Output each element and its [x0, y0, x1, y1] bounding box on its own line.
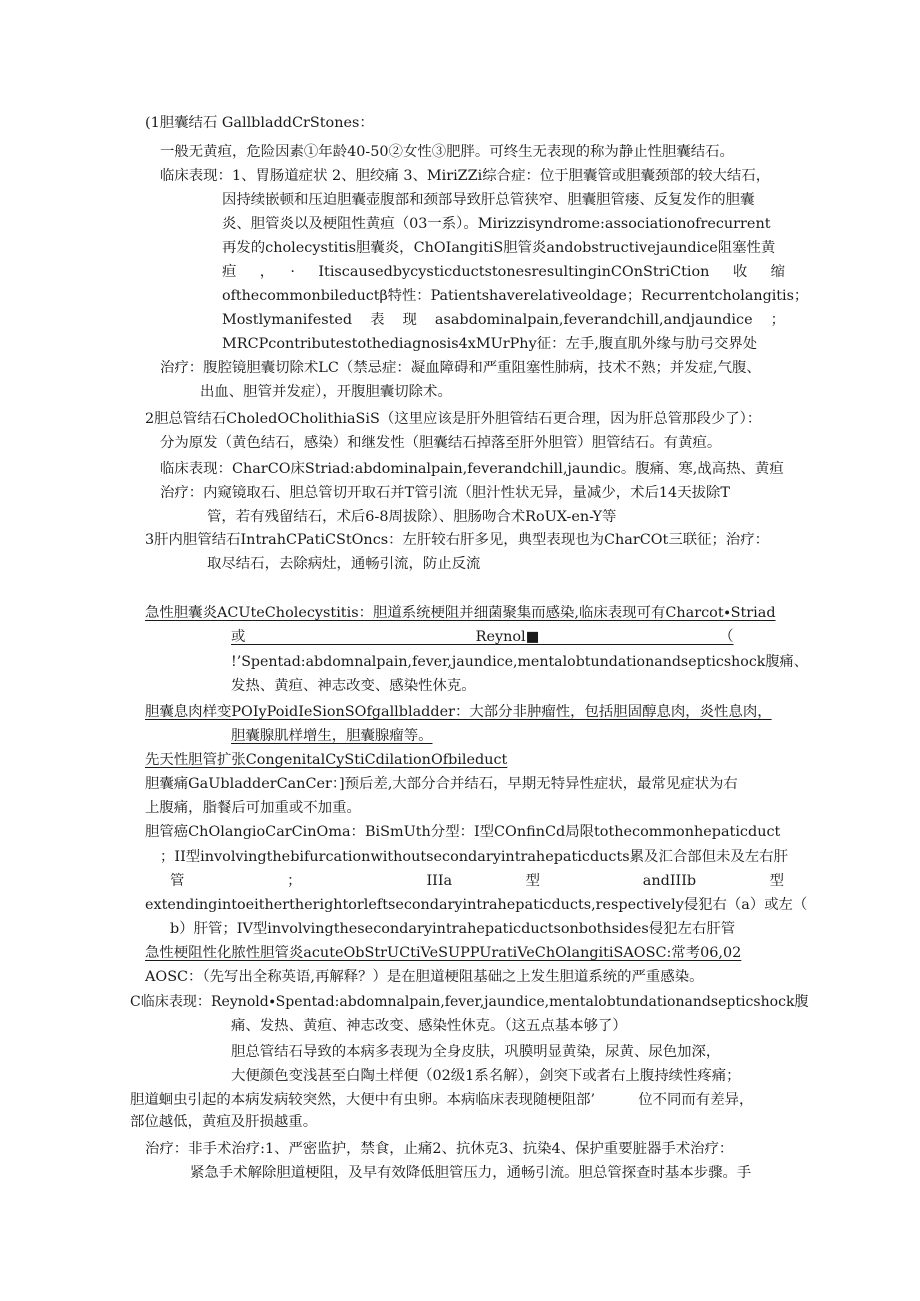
line-01: (1胆囊结石 GallbladdCrStones： [145, 115, 374, 131]
line-38: 胆总管结石导致的本病多表现为全身皮肤，巩膜明显黄染，尿黄、尿色加深， [231, 1044, 721, 1060]
line-15: 临床表现：CharCO床Striad:abdominalpain,feverandchill,jaundic。腹痛、寒,战高热、黄疸 [160, 461, 784, 477]
line-43: 紧急手术解除胆道梗阻，及早有效降低胆管压力，通畅引流。胆总管探查时基本步骤。手 [190, 1165, 752, 1181]
line-25: 胆囊腺肌样增生，胆囊腺瘤等。 [231, 728, 433, 744]
line-39: 大便颜色变浅甚至白陶土样便（02级1系名解），剑突下或者右上腹持续性疼痛； [231, 1068, 741, 1084]
line-26: 先天性胆管扩张CongenitalCyStiCdilationOfbileduct [145, 752, 508, 768]
line-23: 发热、黄疸、神志改变、感染性休克。 [231, 678, 476, 694]
line-07: 疸 ， · ItiscausedbycysticductstonesresultinginCOnStriCtion 收 缩 [222, 264, 785, 280]
line-18: 3肝内胆管结石IntrahCPatiCStOncs：左肝较右肝多见，典型表现也为CharCOt三联征；治疗： [145, 532, 770, 548]
line-14: 分为原发（黄色结石，感染）和继发性（胆囊结石掉落至肝外胆管）胆管结石。有黄疸。 [160, 435, 722, 451]
line-27: 胆囊痛GaUbladderCanCer：]预后差,大部分合并结石，早期无特异性症状，最常见症状为右 [145, 776, 738, 792]
line-19: 取尽结石，去除病灶，通畅引流，防止反流 [207, 556, 481, 572]
line-34: 急性梗阻性化脓性胆管炎acuteObStrUCtiVeSUPPUratiVeChOlangitiSAOSC:常考06,02 [145, 945, 742, 961]
line-30: ；II型involvingthebifurcationwithoutsecondaryintrahepaticducts累及汇合部但未及左右肝 [160, 849, 788, 865]
line-21: 或 Reynol■ （ [231, 629, 734, 645]
line-17: 管，若有残留结石，术后6-8周拔除）、胆肠吻合术RoUX-en-Y等 [207, 509, 617, 525]
line-35: AOSC：（先写出全称英语,再解释？）是在胆道梗阻基础之上发生胆道系统的严重感染。 [145, 969, 704, 985]
line-41: 部位越低，黄疸及肝损越重。 [130, 1114, 318, 1130]
line-29: 胆管癌ChOlangioCarCinOma：BiSmUth分型：I型COnfinCd局限tothecommonhepaticduct [145, 824, 781, 840]
line-31: 管 ； IIIa 型 andIIIb 型 [170, 873, 784, 889]
line-06: 再发的cholecystitis胆囊炎，ChOIangitiS胆管炎andobstructivejaundice阻塞性黄 [222, 240, 776, 256]
line-16: 治疗：内窥镜取石、胆总管切开取石并T管引流（胆汁性状无异，量减少，术后14天拔除T [160, 485, 730, 501]
line-03: 临床表现：1、胃肠道症状 2、胆绞痛 3、MiriZZi综合症：位于胆囊管或胆囊颈部的较大结石， [160, 168, 771, 184]
line-42: 治疗：非手术治疗:1、严密监护，禁食，止痛2、抗休克3、抗染4、保护重要脏器手术治疗： [145, 1141, 734, 1157]
line-40: 胆道蛔虫引起的本病发病较突然，大便中有虫卵。本病临床表现随梗阻部’ 位不同而有差异， [130, 1092, 754, 1108]
line-02: 一般无黄疸，危险因素①年龄40-50②女性③肥胖。可终生无表现的称为静止性胆囊结石。 [160, 144, 734, 160]
line-32: extendingintoeithertherightorleftsecondaryintrahepaticducts,respectively侵犯右（a）或左（ [145, 897, 808, 913]
line-20: 急性胆囊炎ACUteCholecystitis：胆道系统梗阻并细菌聚集而感染,临床表现可有Charcot∙Striad [145, 605, 776, 621]
line-08: ofthecommonbileductβ特性：Patientshaverelativeoldage；Recurrentcholangitis； [222, 288, 809, 304]
line-09: Mostlymanifested 表 现 asabdominalpain,feverandchill,andjaundice ； [222, 312, 785, 328]
line-36: C临床表现：Reynold∙Spentad:abdomnalpain,fever,jaundice,mentalobtundationandsepticshock腹 [130, 994, 809, 1010]
line-05: 炎、胆管炎以及梗阻性黄疸（03一系）。Mirizzisyndrome:associationofrecurrent [222, 216, 771, 232]
line-12: 出血、胆管并发症），开腹胆囊切除术。 [200, 384, 452, 400]
line-33: b）肝管；IV型involvingthesecondaryintrahepaticductsonbothsides侵犯左右肝管 [170, 921, 736, 937]
line-04: 因持续嵌顿和压迫胆囊壶腹部和颈部导致肝总管狭窄、胆囊胆管瘘、反复发作的胆囊 [222, 192, 755, 208]
line-13: 2胆总管结石CholedOCholithiaSiS（这里应该是肝外胆管结石更合理，因为肝总管那段少了）： [145, 411, 762, 427]
line-10: MRCPcontributestothediagnosis4xMUrPhy征：左手,腹直肌外缘与肋弓交界处 [222, 336, 758, 352]
line-22: !’Spentad:abdomnalpain,fever,jaundice,mentalobtundationandsepticshock腹痛、 [231, 654, 808, 670]
line-28: 上腹痛，脂餐后可加重或不加重。 [145, 800, 361, 816]
line-24: 胆囊息肉样变POIyPoidIeSionSOfgallbladder：大部分非肿瘤性，包括胆固醇息肉，炎性息肉， [145, 704, 772, 720]
line-11: 治疗：腹腔镜胆囊切除术LC（禁忌症：凝血障碍和严重阻塞性肺病，技术不熟；并发症,气腹、 [160, 360, 761, 376]
line-37: 痛、发热、黄疸、神志改变、感染性休克。（这五点基本够了） [231, 1018, 627, 1034]
